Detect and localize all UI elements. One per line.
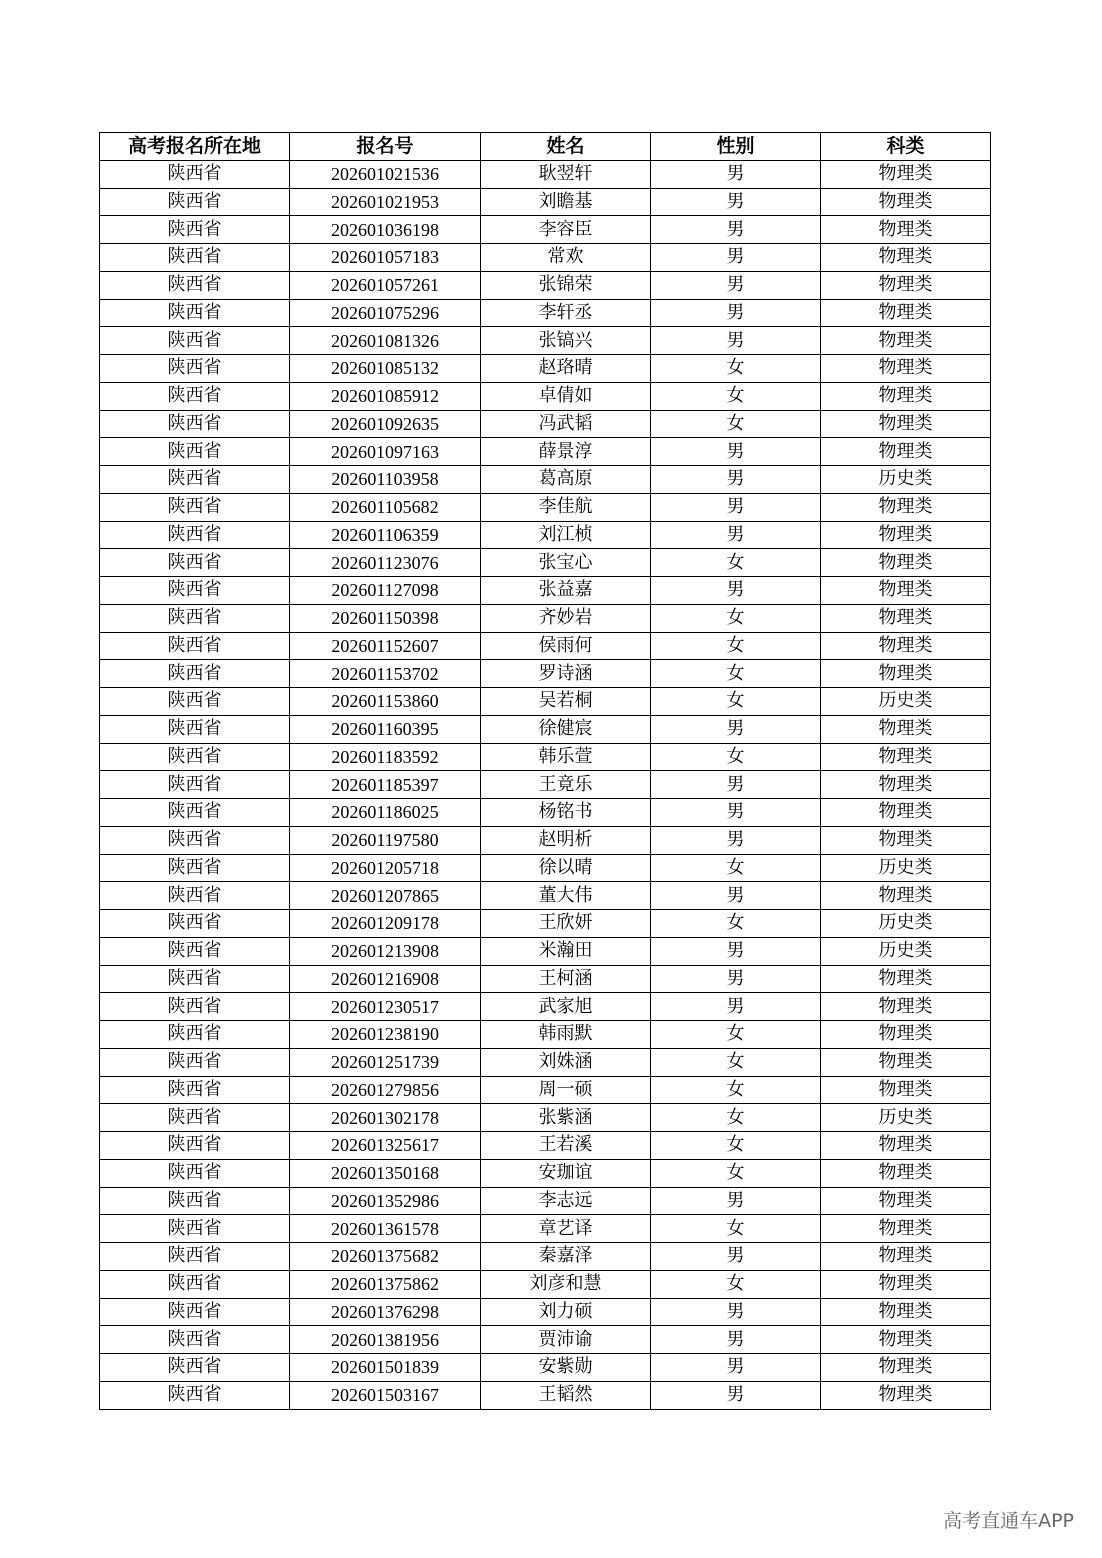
cell-subject: 物理类 [821,1215,991,1243]
cell-reg-number: 202601197580 [290,826,481,854]
cell-reg-number: 202601057261 [290,271,481,299]
table-row [100,1298,991,1326]
cell-subject: 历史类 [821,1104,991,1132]
cell-subject: 物理类 [821,882,991,910]
table-row [100,1215,991,1243]
cell-subject: 物理类 [821,549,991,577]
header-name: 姓名 [481,133,651,161]
cell-location: 陕西省 [100,188,290,216]
cell-location: 陕西省 [100,216,290,244]
cell-subject: 物理类 [821,410,991,438]
cell-gender: 女 [651,688,821,716]
cell-reg-number: 202601097163 [290,438,481,466]
cell-reg-number: 202601075296 [290,299,481,327]
cell-subject: 物理类 [821,355,991,383]
cell-reg-number: 202601325617 [290,1132,481,1160]
table-row [100,271,991,299]
cell-gender: 女 [651,632,821,660]
cell-reg-number: 202601103958 [290,466,481,494]
header-subject: 科类 [821,133,991,161]
table-row [100,382,991,410]
cell-subject: 历史类 [821,937,991,965]
cell-name: 武家旭 [481,993,651,1021]
cell-reg-number: 202601085912 [290,382,481,410]
cell-location: 陕西省 [100,771,290,799]
cell-location: 陕西省 [100,1354,290,1382]
cell-location: 陕西省 [100,1104,290,1132]
cell-gender: 男 [651,1187,821,1215]
cell-subject: 历史类 [821,910,991,938]
table-row [100,466,991,494]
cell-reg-number: 202601123076 [290,549,481,577]
cell-name: 王欣妍 [481,910,651,938]
cell-location: 陕西省 [100,910,290,938]
cell-name: 常欢 [481,244,651,272]
cell-gender: 男 [651,466,821,494]
cell-gender: 男 [651,160,821,188]
cell-subject: 物理类 [821,1243,991,1271]
cell-gender: 女 [651,604,821,632]
cell-location: 陕西省 [100,993,290,1021]
cell-gender: 男 [651,577,821,605]
cell-reg-number: 202601186025 [290,799,481,827]
cell-reg-number: 202601501839 [290,1354,481,1382]
cell-gender: 男 [651,771,821,799]
cell-name: 刘瞻基 [481,188,651,216]
cell-reg-number: 202601302178 [290,1104,481,1132]
cell-name: 齐妙岩 [481,604,651,632]
cell-gender: 男 [651,882,821,910]
cell-location: 陕西省 [100,327,290,355]
header-row [100,133,991,161]
cell-gender: 男 [651,799,821,827]
cell-name: 杨铭书 [481,799,651,827]
cell-subject: 物理类 [821,660,991,688]
cell-reg-number: 202601375862 [290,1270,481,1298]
cell-name: 韩雨默 [481,1021,651,1049]
cell-reg-number: 202601213908 [290,937,481,965]
cell-location: 陕西省 [100,604,290,632]
cell-reg-number: 202601209178 [290,910,481,938]
cell-subject: 物理类 [821,1270,991,1298]
cell-reg-number: 202601127098 [290,577,481,605]
cell-location: 陕西省 [100,799,290,827]
cell-name: 侯雨何 [481,632,651,660]
cell-location: 陕西省 [100,1381,290,1409]
cell-reg-number: 202601238190 [290,1021,481,1049]
cell-reg-number: 202601350168 [290,1159,481,1187]
cell-gender: 女 [651,1215,821,1243]
cell-location: 陕西省 [100,632,290,660]
cell-reg-number: 202601160395 [290,715,481,743]
cell-reg-number: 202601081326 [290,327,481,355]
cell-location: 陕西省 [100,715,290,743]
table-row [100,1187,991,1215]
cell-gender: 女 [651,743,821,771]
table-row [100,1326,991,1354]
cell-reg-number: 202601105682 [290,493,481,521]
cell-gender: 男 [651,1354,821,1382]
cell-name: 王若溪 [481,1132,651,1160]
cell-subject: 物理类 [821,1381,991,1409]
cell-name: 刘江桢 [481,521,651,549]
cell-location: 陕西省 [100,438,290,466]
cell-gender: 女 [651,549,821,577]
cell-reg-number: 202601057183 [290,244,481,272]
cell-subject: 物理类 [821,632,991,660]
cell-name: 李轩丞 [481,299,651,327]
cell-name: 刘彦和慧 [481,1270,651,1298]
cell-subject: 物理类 [821,965,991,993]
cell-gender: 男 [651,965,821,993]
table-row [100,299,991,327]
table-row [100,1048,991,1076]
cell-reg-number: 202601205718 [290,854,481,882]
cell-name: 张锦荣 [481,271,651,299]
table-row [100,1132,991,1160]
cell-name: 张镐兴 [481,327,651,355]
cell-gender: 男 [651,521,821,549]
cell-reg-number: 202601183592 [290,743,481,771]
cell-name: 贾沛谕 [481,1326,651,1354]
cell-subject: 物理类 [821,382,991,410]
cell-reg-number: 202601251739 [290,1048,481,1076]
table-row [100,993,991,1021]
cell-reg-number: 202601153702 [290,660,481,688]
cell-subject: 物理类 [821,743,991,771]
cell-name: 周一硕 [481,1076,651,1104]
table-row [100,355,991,383]
table-row [100,1159,991,1187]
cell-gender: 男 [651,1381,821,1409]
cell-subject: 物理类 [821,327,991,355]
table-row [100,965,991,993]
cell-location: 陕西省 [100,1048,290,1076]
table-row [100,937,991,965]
cell-name: 薛景淳 [481,438,651,466]
cell-subject: 物理类 [821,604,991,632]
cell-gender: 女 [651,1076,821,1104]
header-gender: 性别 [651,133,821,161]
cell-subject: 物理类 [821,577,991,605]
cell-location: 陕西省 [100,466,290,494]
cell-subject: 物理类 [821,1298,991,1326]
cell-subject: 物理类 [821,1187,991,1215]
header-location: 高考报名所在地 [100,133,290,161]
cell-gender: 男 [651,299,821,327]
cell-subject: 物理类 [821,799,991,827]
cell-subject: 物理类 [821,493,991,521]
cell-location: 陕西省 [100,1159,290,1187]
cell-subject: 物理类 [821,244,991,272]
cell-gender: 男 [651,826,821,854]
cell-gender: 女 [651,1021,821,1049]
header-reg-number: 报名号 [290,133,481,161]
table-row [100,882,991,910]
cell-reg-number: 202601153860 [290,688,481,716]
cell-location: 陕西省 [100,271,290,299]
cell-location: 陕西省 [100,1187,290,1215]
cell-subject: 物理类 [821,1132,991,1160]
cell-gender: 女 [651,1048,821,1076]
cell-name: 徐以晴 [481,854,651,882]
cell-reg-number: 202601150398 [290,604,481,632]
cell-gender: 女 [651,1104,821,1132]
cell-reg-number: 202601185397 [290,771,481,799]
cell-gender: 女 [651,910,821,938]
cell-reg-number: 202601085132 [290,355,481,383]
table-row [100,244,991,272]
cell-name: 张宝心 [481,549,651,577]
cell-name: 卓倩如 [481,382,651,410]
cell-subject: 物理类 [821,521,991,549]
cell-subject: 物理类 [821,826,991,854]
cell-name: 葛高原 [481,466,651,494]
table-row [100,632,991,660]
table-row [100,688,991,716]
cell-location: 陕西省 [100,882,290,910]
cell-gender: 男 [651,216,821,244]
cell-location: 陕西省 [100,660,290,688]
cell-gender: 男 [651,1243,821,1271]
cell-location: 陕西省 [100,854,290,882]
cell-subject: 物理类 [821,188,991,216]
cell-name: 耿翌轩 [481,160,651,188]
cell-location: 陕西省 [100,937,290,965]
cell-location: 陕西省 [100,244,290,272]
table-row [100,188,991,216]
cell-name: 李容臣 [481,216,651,244]
cell-location: 陕西省 [100,965,290,993]
cell-location: 陕西省 [100,1298,290,1326]
cell-subject: 物理类 [821,1326,991,1354]
table-row [100,1270,991,1298]
cell-location: 陕西省 [100,493,290,521]
table-row [100,521,991,549]
table-row [100,327,991,355]
cell-name: 徐健宸 [481,715,651,743]
cell-name: 王竟乐 [481,771,651,799]
cell-gender: 女 [651,1132,821,1160]
cell-name: 王柯涵 [481,965,651,993]
table-row [100,160,991,188]
table-row [100,826,991,854]
cell-reg-number: 202601503167 [290,1381,481,1409]
cell-subject: 物理类 [821,993,991,1021]
cell-reg-number: 202601021536 [290,160,481,188]
cell-gender: 女 [651,660,821,688]
cell-gender: 女 [651,1270,821,1298]
cell-gender: 女 [651,355,821,383]
cell-location: 陕西省 [100,410,290,438]
cell-gender: 男 [651,1298,821,1326]
cell-subject: 物理类 [821,1021,991,1049]
table-row [100,799,991,827]
cell-name: 李志远 [481,1187,651,1215]
cell-location: 陕西省 [100,1076,290,1104]
cell-gender: 男 [651,271,821,299]
watermark: 高考直通车APP [943,1510,1074,1532]
cell-name: 安珈谊 [481,1159,651,1187]
table-row [100,1354,991,1382]
cell-location: 陕西省 [100,1132,290,1160]
cell-subject: 历史类 [821,466,991,494]
cell-name: 罗诗涵 [481,660,651,688]
cell-name: 刘力硕 [481,1298,651,1326]
cell-name: 安紫勋 [481,1354,651,1382]
cell-reg-number: 202601106359 [290,521,481,549]
cell-subject: 物理类 [821,438,991,466]
table-row [100,216,991,244]
cell-gender: 男 [651,188,821,216]
cell-subject: 物理类 [821,299,991,327]
table-row [100,1076,991,1104]
cell-gender: 男 [651,1326,821,1354]
cell-name: 王韬然 [481,1381,651,1409]
cell-location: 陕西省 [100,826,290,854]
cell-location: 陕西省 [100,688,290,716]
cell-location: 陕西省 [100,1243,290,1271]
cell-gender: 男 [651,438,821,466]
cell-location: 陕西省 [100,743,290,771]
cell-gender: 男 [651,327,821,355]
table-row [100,743,991,771]
cell-reg-number: 202601279856 [290,1076,481,1104]
cell-name: 张紫涵 [481,1104,651,1132]
table-row [100,549,991,577]
cell-reg-number: 202601152607 [290,632,481,660]
cell-location: 陕西省 [100,1270,290,1298]
cell-location: 陕西省 [100,299,290,327]
cell-name: 李佳航 [481,493,651,521]
cell-subject: 物理类 [821,1048,991,1076]
table-row [100,1104,991,1132]
table-row [100,604,991,632]
cell-name: 刘姝涵 [481,1048,651,1076]
cell-location: 陕西省 [100,1326,290,1354]
cell-reg-number: 202601352986 [290,1187,481,1215]
table-row [100,910,991,938]
cell-reg-number: 202601375682 [290,1243,481,1271]
cell-gender: 男 [651,493,821,521]
cell-subject: 物理类 [821,1159,991,1187]
cell-name: 赵明析 [481,826,651,854]
cell-gender: 男 [651,715,821,743]
cell-reg-number: 202601021953 [290,188,481,216]
cell-location: 陕西省 [100,382,290,410]
cell-name: 赵珞晴 [481,355,651,383]
cell-gender: 男 [651,993,821,1021]
cell-name: 董大伟 [481,882,651,910]
table-row [100,1243,991,1271]
cell-reg-number: 202601381956 [290,1326,481,1354]
table-row [100,493,991,521]
table-row [100,1021,991,1049]
cell-subject: 历史类 [821,854,991,882]
cell-reg-number: 202601216908 [290,965,481,993]
cell-subject: 物理类 [821,1354,991,1382]
table-row [100,854,991,882]
table-row [100,771,991,799]
cell-reg-number: 202601376298 [290,1298,481,1326]
cell-gender: 女 [651,1159,821,1187]
cell-name: 秦嘉泽 [481,1243,651,1271]
cell-location: 陕西省 [100,1021,290,1049]
cell-reg-number: 202601207865 [290,882,481,910]
cell-reg-number: 202601361578 [290,1215,481,1243]
cell-subject: 物理类 [821,160,991,188]
cell-subject: 历史类 [821,688,991,716]
cell-name: 张益嘉 [481,577,651,605]
cell-name: 吴若桐 [481,688,651,716]
cell-subject: 物理类 [821,715,991,743]
cell-name: 米瀚田 [481,937,651,965]
cell-gender: 男 [651,937,821,965]
cell-name: 冯武韬 [481,410,651,438]
cell-location: 陕西省 [100,355,290,383]
cell-gender: 女 [651,382,821,410]
cell-subject: 物理类 [821,271,991,299]
table-row [100,715,991,743]
cell-name: 章艺译 [481,1215,651,1243]
cell-gender: 男 [651,244,821,272]
cell-location: 陕西省 [100,521,290,549]
cell-reg-number: 202601230517 [290,993,481,1021]
cell-subject: 物理类 [821,216,991,244]
table-row [100,410,991,438]
cell-gender: 女 [651,410,821,438]
cell-reg-number: 202601036198 [290,216,481,244]
cell-name: 韩乐萱 [481,743,651,771]
cell-location: 陕西省 [100,1215,290,1243]
cell-subject: 物理类 [821,1076,991,1104]
cell-location: 陕西省 [100,160,290,188]
cell-gender: 女 [651,854,821,882]
cell-reg-number: 202601092635 [290,410,481,438]
table-row [100,577,991,605]
table-row [100,438,991,466]
cell-location: 陕西省 [100,549,290,577]
table-row [100,660,991,688]
roster-table [99,132,991,1410]
cell-subject: 物理类 [821,771,991,799]
table-row [100,1381,991,1409]
cell-location: 陕西省 [100,577,290,605]
